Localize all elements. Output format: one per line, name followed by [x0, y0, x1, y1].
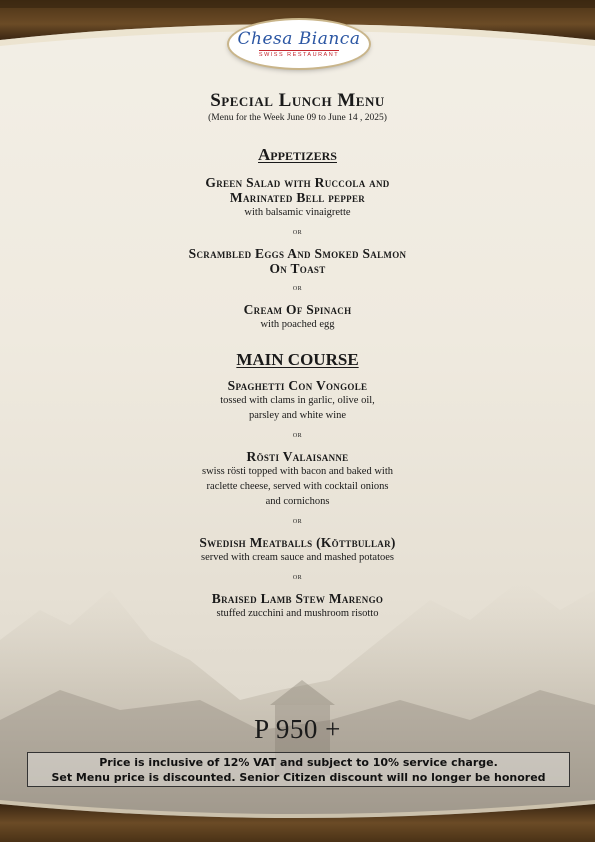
logo-name: Chesa Bianca — [237, 29, 361, 49]
dish-item — [0, 535, 595, 565]
dish-name: Spaghetti Con Vongole — [227, 378, 368, 393]
dish-item — [0, 591, 595, 621]
dish-name: Green Salad with Ruccola and — [205, 175, 390, 190]
footer-band — [0, 782, 595, 842]
notice-line: Set Menu price is discounted. Senior Citizen discount will no longer be honored — [51, 771, 546, 784]
or-separator: OR — [292, 230, 303, 236]
or-separator: OR — [292, 519, 303, 525]
dish-description: swiss rösti topped with bacon and baked with — [201, 466, 393, 477]
dish-description: with balsamic vinaigrette — [244, 207, 351, 218]
or-separator: OR — [292, 433, 303, 439]
dish-item — [0, 449, 595, 509]
appetizers-heading: Appetizers — [258, 145, 337, 164]
restaurant-logo — [229, 20, 369, 68]
dish-item — [0, 246, 595, 276]
dish-item — [0, 175, 595, 220]
dish-name: Scrambled Eggs And Smoked Salmon — [188, 246, 407, 261]
main-course-heading: MAIN COURSE — [236, 350, 359, 369]
dish-name: Cream Of Spinach — [243, 302, 352, 317]
dish-item — [0, 302, 595, 332]
price-notice — [27, 752, 570, 787]
dish-name: Rösti Valaisanne — [246, 449, 349, 464]
or-separator: OR — [292, 575, 303, 581]
dish-description: with poached egg — [260, 319, 335, 330]
dish-description: and cornichons — [265, 496, 330, 507]
dish-item — [0, 378, 595, 423]
dish-name: On Toast — [269, 261, 326, 276]
or-separator: OR — [292, 286, 303, 292]
dish-description: tossed with clams in garlic, olive oil, — [220, 395, 375, 406]
menu-content — [0, 88, 595, 621]
dish-description: served with cream sauce and mashed potatoes — [200, 552, 394, 563]
dish-description: raclette cheese, served with cocktail onions — [206, 481, 389, 492]
dish-description: stuffed zucchini and mushroom risotto — [216, 608, 379, 619]
menu-price: P 950 + — [254, 714, 341, 744]
notice-line: Price is inclusive of 12% VAT and subject to 10% service charge. — [99, 756, 498, 769]
dish-name: Swedish Meatballs (Köttbullar) — [199, 535, 396, 550]
dish-name: Braised Lamb Stew Marengo — [211, 591, 384, 606]
dish-name: Marinated Bell pepper — [229, 190, 366, 205]
menu-title: Special Lunch Menu — [210, 90, 385, 111]
dish-description: parsley and white wine — [248, 410, 347, 421]
menu-subtitle: (Menu for the Week June 09 to June 14 , 2025) — [208, 113, 387, 123]
logo-tagline: SWISS RESTAURANT — [258, 52, 340, 58]
